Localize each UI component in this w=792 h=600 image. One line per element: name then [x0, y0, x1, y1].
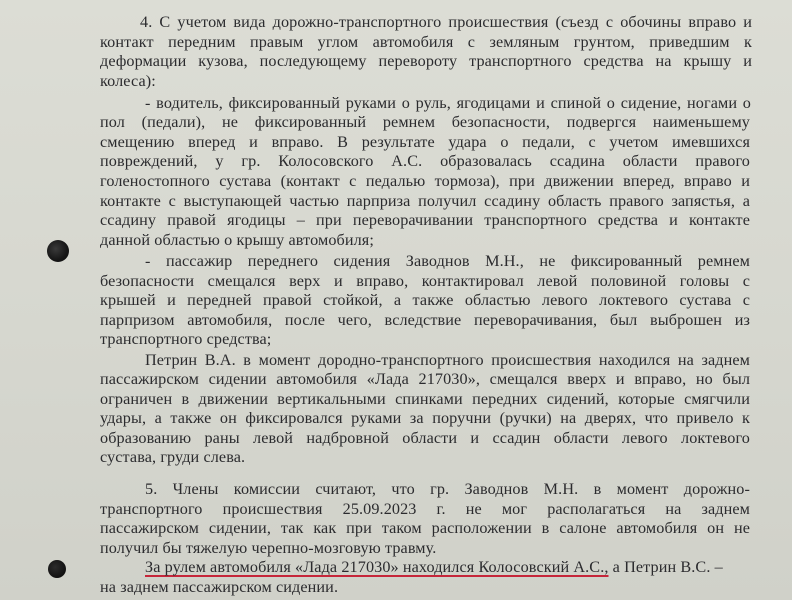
text-line: контакт передним правым углом автомобиля с земляным грунтом, приведшим к — [100, 32, 752, 51]
text-line: голеностопного сустава (контакт с педалью тормоза), при движении вперед, вправо и — [100, 172, 750, 191]
text-line: данной областью о крышу автомобиля; — [100, 230, 374, 249]
text-line: пассажирском сидении, так как при таком расположении в салоне автомобиля он не — [100, 519, 750, 538]
text-line: образованию раны левой надбровной области и ссадин области левого локтевого — [100, 428, 750, 447]
text-line: на заднем пассажирском сидении. — [100, 578, 339, 596]
text-line: безопасности смещался верх и вправо, контактировал левой половиной головы с — [100, 271, 750, 290]
text-line: пол (педали), не фиксированный ремнем безопасности, подвергся наименьшему — [100, 113, 750, 132]
text-line: транспортного происшествия 25.09.2023 г. не мог располагаться на заднем — [100, 499, 750, 518]
text-line: Петрин В.А. в момент дородно-транспортного происшествия находился на заднем — [145, 350, 750, 369]
underlined-conclusion: За рулем автомобиля «Лада 217030» находился Колосовский А.С., — [145, 558, 609, 577]
text-line — [145, 558, 723, 576]
text-line: 4. С учетом вида дорожно-транспортного происшествия (съезд с обочины вправо и — [140, 13, 752, 31]
text-line: колеса): — [100, 71, 156, 90]
text-line: ссадину правой ягодицы – при переворачивании транспортного средства и контакте — [100, 211, 750, 230]
text-line: крышей и передней правой стойкой, а также областью левого локтевого сустава с — [100, 291, 750, 310]
punch-hole — [48, 560, 66, 578]
text-line: повреждений, у гр. Колосовского А.С. образовалась ссадина области правого — [100, 152, 750, 171]
text-line: сустава, груди слева. — [100, 448, 246, 467]
text-line: транспортного средства; — [100, 330, 272, 349]
text-line: пассажирском сидении автомобиля «Лада 217030», смещался вверх и вправо, но был — [100, 370, 750, 389]
text-line: парпризом автомобиля, после чего, вследствие переворачивания, был выброшен из — [100, 310, 750, 329]
text-line: 5. Члены комиссии считают, что гр. Заводнов М.Н. в момент дорожно- — [145, 480, 750, 499]
text-line: смещению вперед и вправо. В результате удара о педали, с учетом имевшихся — [100, 132, 750, 151]
text-line: деформации кузова, последующему перевороту транспортного средства на крышу и — [100, 52, 752, 71]
text-line: получил бы тяжелую черепно-мозговую травму. — [100, 538, 437, 557]
text-line: удары, а также он фиксировался руками за поручни (ручки) на дверях, что привело к — [100, 409, 750, 428]
text-line: контакте с выступающей частью парприза получил ссадину область правого запястья, а — [100, 191, 750, 210]
text-fragment: а Петрин В.С. – — [608, 558, 723, 577]
text-line: - пассажир переднего сидения Заводнов М.Н., не фиксированный ремнем — [145, 251, 750, 270]
punch-hole — [47, 240, 69, 262]
text-line: ограничен в движении вертикальными спинками передних сидений, которые смягчили — [100, 389, 750, 408]
text-line: - водитель, фиксированный руками о руль, ягодицами и спиной о сидение, ногами о — [145, 93, 751, 112]
